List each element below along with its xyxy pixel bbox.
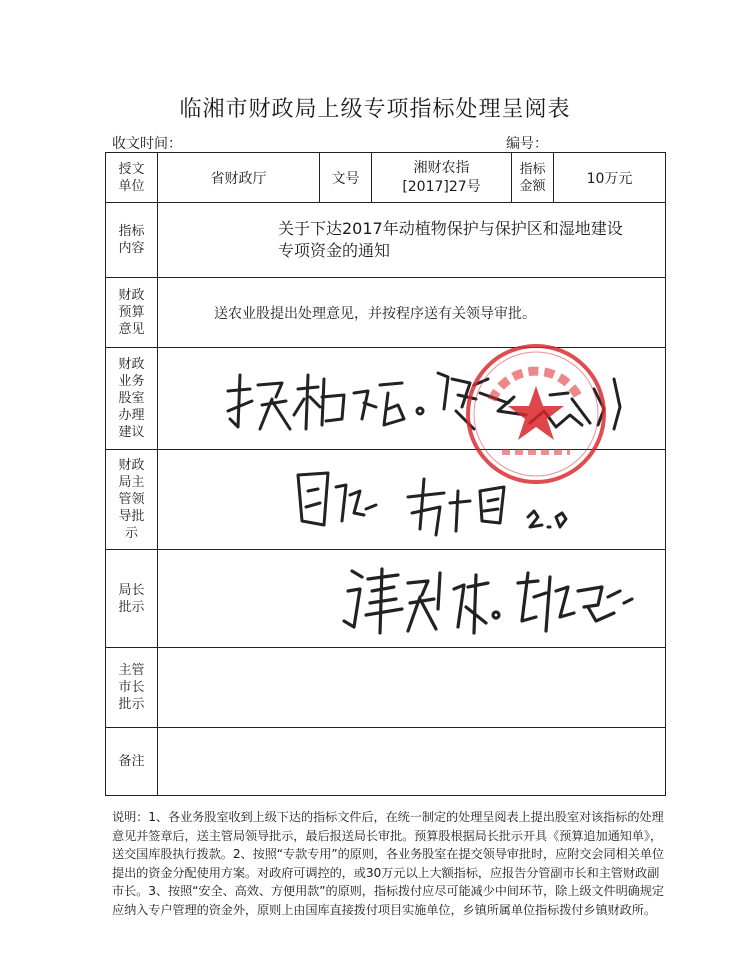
dept-label: 财政 业务 股室 办理 建议: [106, 348, 158, 450]
remarks-cell: [158, 728, 666, 796]
amount-value: 10万元: [554, 153, 666, 203]
remarks-row: [106, 728, 666, 796]
sender-label: 授文 单位: [106, 153, 158, 203]
budget-row: [106, 278, 666, 348]
content-label: 指标 内容: [106, 203, 158, 278]
budget-label: 财政 预算 意见: [106, 278, 158, 348]
director-label: 局长 批示: [106, 550, 158, 648]
mayor-comment-cell: [158, 648, 666, 728]
doc-no-value: 湘财农指 [2017]27号: [372, 153, 512, 203]
director-handwriting-signature: [158, 551, 663, 647]
content-row: [106, 203, 666, 278]
mayor-label: 主管 市长 批示: [106, 648, 158, 728]
director-signature-cell: [158, 550, 666, 648]
star-icon: [508, 386, 564, 440]
remarks-label: 备注: [106, 728, 158, 796]
amount-label: 指标 金额: [512, 153, 554, 203]
leader-label: 财政 局主 管领 导批 示: [106, 450, 158, 550]
budget-value: 送农业股提出处理意见，并按程序送有关领导审批。: [158, 278, 666, 348]
mayor-row: [106, 648, 666, 728]
doc-no-label: 文号: [320, 153, 372, 203]
header-row: [106, 153, 666, 203]
form-title: 临湘市财政局上级专项指标处理呈阅表: [179, 97, 571, 122]
sender-value: 省财政厅: [158, 153, 320, 203]
receive-time-label: 收文时间：: [112, 136, 182, 152]
number-label: 编号：: [506, 136, 548, 152]
instructions-notes: 说明：1、各业务股室收到上级下达的指标文件后，在统一制定的处理呈阅表上提出股室对该指标的处理意见并签章后，送主管局领导批示，最后报送局长审批。预算股根据局长批示开具《预算追加通知单》，送交国库股执行拨款。2、按照“专款专用”的原则，各业务股室在提交领导审批时，应附交会同相关单位提出的资金分配使用方案。对政府可调控的，或30万元以上大额指标，应报告分管副市长和主管财政副市长。3、按照“安全、高效、方便用款”的原则，指标拨付应尽可能减少中间环节，除上级文件明确规定应纳入专户管理的资金外，原则上由国库直接拨付项目实施单位，乡镇所属单位指标拨付乡镇财政所。: [112, 810, 664, 917]
director-row: [106, 550, 666, 648]
content-value: 关于下达2017年动植物保护与保护区和湿地建设专项资金的通知: [158, 203, 666, 278]
official-seal-stamp: [462, 340, 610, 488]
